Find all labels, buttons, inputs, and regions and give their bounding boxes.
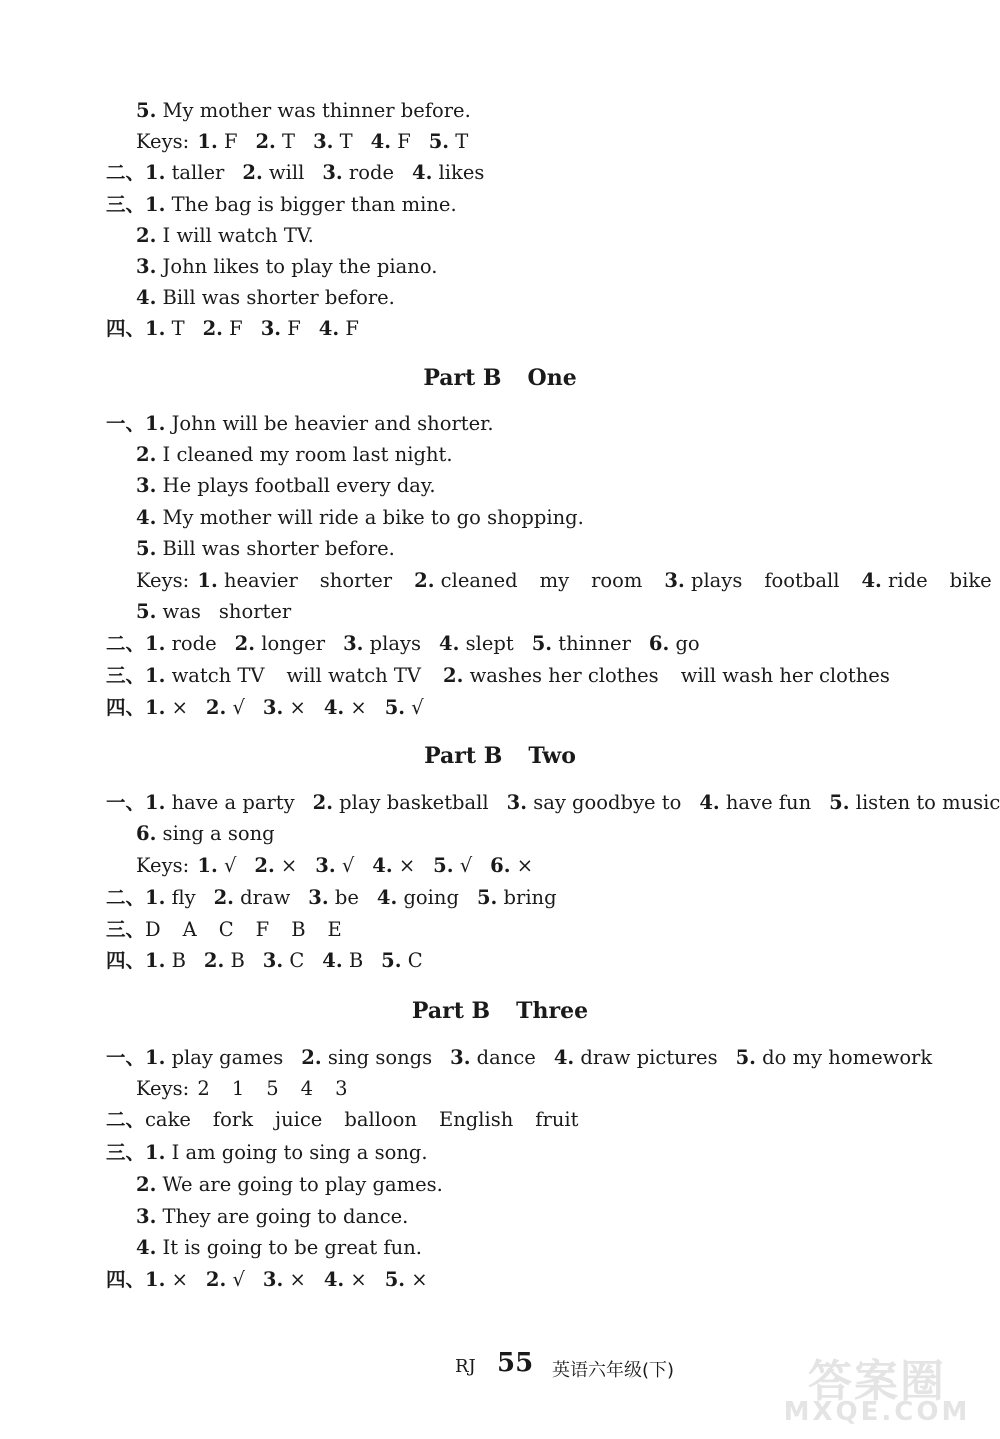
answer-line bbox=[136, 442, 453, 468]
answer-item: 4. have fun bbox=[699, 791, 812, 814]
answer-item: 5. thinner bbox=[531, 632, 631, 655]
answer-item: 4. draw pictures bbox=[553, 1046, 718, 1069]
answer-line bbox=[136, 1235, 422, 1261]
answer-item: 4. My mother will ride a bike to go shopping. bbox=[136, 506, 584, 529]
answer-item: 1 bbox=[231, 1077, 245, 1100]
answer-item: 4. × bbox=[372, 854, 416, 877]
answer-line bbox=[106, 695, 424, 721]
answer-item: 2. × bbox=[254, 854, 298, 877]
answer-item: 4. × bbox=[323, 696, 367, 719]
answer-line bbox=[106, 790, 1000, 816]
section-marker: 三、 bbox=[106, 918, 146, 941]
answer-line bbox=[136, 473, 436, 499]
answer-item: cake bbox=[145, 1108, 191, 1131]
answer-item: Keys: 2 bbox=[136, 1077, 210, 1100]
answer-item: 4. B bbox=[322, 949, 364, 972]
answer-item: 4. F bbox=[318, 317, 359, 340]
answer-item: 2. play basketball bbox=[312, 791, 489, 814]
answer-item: shorter bbox=[218, 600, 292, 623]
answer-item: 2. √ bbox=[205, 1268, 245, 1291]
answer-line bbox=[106, 948, 423, 974]
answer-item: 6. sing a song bbox=[136, 822, 275, 845]
answer-item: Keys: 1. √ bbox=[136, 854, 237, 877]
watermark-url: MXQE.COM bbox=[783, 1397, 971, 1427]
answer-line bbox=[136, 568, 992, 594]
answer-line bbox=[136, 129, 468, 155]
answer-item: 4. It is going to be great fun. bbox=[136, 1236, 422, 1259]
heading-part: Part B bbox=[411, 998, 491, 1024]
answer-item: 1. × bbox=[145, 1268, 188, 1291]
answer-item: 6. × bbox=[490, 854, 534, 877]
answer-item: 1. The bag is bigger than mine. bbox=[145, 193, 457, 216]
answer-item: 1. play games bbox=[145, 1046, 284, 1069]
answer-item: will watch TV bbox=[286, 664, 422, 687]
answer-item: fruit bbox=[535, 1108, 579, 1131]
answer-item: football bbox=[764, 569, 840, 592]
answer-item: 2. I will watch TV. bbox=[136, 224, 314, 247]
answer-item: 5. Bill was shorter before. bbox=[136, 537, 395, 560]
answer-line bbox=[106, 1107, 578, 1133]
answer-item: 3. rode bbox=[322, 161, 394, 184]
answer-item: 2. We are going to play games. bbox=[136, 1173, 443, 1196]
answer-item: 1. rode bbox=[145, 632, 217, 655]
section-marker: 一、 bbox=[106, 791, 146, 814]
answer-item: 5. C bbox=[381, 949, 423, 972]
answer-line bbox=[106, 316, 359, 342]
section-marker: 二、 bbox=[106, 886, 146, 909]
answer-item: A bbox=[182, 918, 197, 941]
answer-item: 1. John will be heavier and shorter. bbox=[145, 412, 494, 435]
answer-item: B bbox=[291, 918, 306, 941]
answer-item: 5. √ bbox=[384, 696, 424, 719]
answer-line bbox=[106, 1267, 428, 1293]
answer-item: 3. They are going to dance. bbox=[136, 1205, 409, 1228]
answer-item: 3. × bbox=[262, 1268, 306, 1291]
answer-item: 4. ride bbox=[861, 569, 928, 592]
section-marker: 四、 bbox=[106, 696, 146, 719]
answer-item: 4. likes bbox=[412, 161, 485, 184]
answer-item: 2. T bbox=[255, 130, 296, 153]
answer-item: bike bbox=[949, 569, 992, 592]
heading-name: Two bbox=[528, 743, 576, 769]
answer-line bbox=[136, 285, 395, 311]
answer-item: balloon bbox=[344, 1108, 417, 1131]
answer-item: 3. plays bbox=[664, 569, 743, 592]
answer-item: C bbox=[218, 918, 234, 941]
answer-item: 3. × bbox=[262, 696, 306, 719]
answer-item: shorter bbox=[319, 569, 393, 592]
answer-item: 4. F bbox=[370, 130, 411, 153]
answer-item: 5. My mother was thinner before. bbox=[136, 99, 471, 122]
answer-line bbox=[136, 599, 291, 625]
heading-name: Three bbox=[516, 998, 589, 1024]
section-marker: 三、 bbox=[106, 1141, 146, 1164]
answer-line bbox=[106, 1045, 932, 1071]
answer-line bbox=[136, 821, 275, 847]
watermark-text: 答案圈 bbox=[808, 1356, 946, 1407]
edition-code: RJ bbox=[455, 1356, 476, 1377]
section-heading bbox=[0, 997, 1000, 1025]
section-marker: 四、 bbox=[106, 1268, 146, 1291]
answer-item: 2. cleaned bbox=[414, 569, 518, 592]
answer-item: D bbox=[145, 918, 161, 941]
answer-line bbox=[136, 1076, 348, 1102]
answer-item: 6. go bbox=[648, 632, 700, 655]
section-marker: 三、 bbox=[106, 193, 146, 216]
answer-item: 2. longer bbox=[234, 632, 326, 655]
answer-line bbox=[106, 1140, 428, 1166]
answer-item: 5. listen to music bbox=[829, 791, 1000, 814]
answer-item: 4. × bbox=[323, 1268, 367, 1291]
answer-item: 1. B bbox=[145, 949, 186, 972]
answer-item: 4. going bbox=[376, 886, 459, 909]
section-marker: 一、 bbox=[106, 412, 146, 435]
answer-item: 3. √ bbox=[315, 854, 355, 877]
answer-line bbox=[136, 98, 471, 124]
answer-line bbox=[136, 1172, 443, 1198]
answer-item: 3. John likes to play the piano. bbox=[136, 255, 438, 278]
answer-item: 1. have a party bbox=[145, 791, 295, 814]
answer-item: Keys: 1. F bbox=[136, 130, 238, 153]
answer-item: 5. T bbox=[428, 130, 469, 153]
answer-item: 5. do my homework bbox=[735, 1046, 933, 1069]
section-heading bbox=[0, 742, 1000, 770]
answer-item: 2. I cleaned my room last night. bbox=[136, 443, 453, 466]
answer-line bbox=[106, 663, 890, 689]
answer-item: 3. say goodbye to bbox=[506, 791, 682, 814]
answer-item: 4 bbox=[300, 1077, 314, 1100]
answer-item: 5. was bbox=[136, 600, 201, 623]
answer-item: 3. T bbox=[313, 130, 353, 153]
answer-item: 3. He plays football every day. bbox=[136, 474, 436, 497]
answer-item: 1. × bbox=[145, 696, 188, 719]
answer-item: 4. Bill was shorter before. bbox=[136, 286, 395, 309]
heading-name: One bbox=[527, 365, 577, 391]
section-marker: 一、 bbox=[106, 1046, 146, 1069]
answer-line bbox=[106, 160, 484, 186]
answer-item: 5 bbox=[266, 1077, 279, 1100]
answer-line bbox=[106, 631, 700, 657]
answer-item: 2. √ bbox=[205, 696, 245, 719]
answer-line bbox=[106, 411, 494, 437]
answer-line bbox=[136, 1204, 408, 1230]
answer-item: 2. B bbox=[203, 949, 245, 972]
answer-item: fork bbox=[212, 1108, 254, 1131]
answer-item: 3. dance bbox=[450, 1046, 536, 1069]
answer-item: 2. washes her clothes bbox=[443, 664, 659, 687]
answer-line bbox=[106, 885, 557, 911]
answer-item: 5. √ bbox=[433, 854, 473, 877]
section-heading bbox=[0, 364, 1000, 392]
answer-item: 2. will bbox=[242, 161, 305, 184]
section-marker: 三、 bbox=[106, 664, 146, 687]
watermark-logo bbox=[772, 1343, 982, 1431]
answer-line bbox=[106, 192, 457, 218]
answer-line bbox=[136, 223, 314, 249]
section-marker: 四、 bbox=[106, 949, 146, 972]
answer-item: English bbox=[438, 1108, 514, 1131]
heading-part: Part B bbox=[424, 743, 503, 769]
answer-item: 3. C bbox=[262, 949, 305, 972]
answer-item: 4. slept bbox=[439, 632, 514, 655]
answer-line bbox=[136, 853, 533, 879]
section-marker: 四、 bbox=[106, 317, 146, 340]
book-title: 英语六年级(下) bbox=[552, 1360, 675, 1381]
answer-item: 2. draw bbox=[213, 886, 291, 909]
answer-item: 3. be bbox=[308, 886, 359, 909]
answer-item: 3. F bbox=[260, 317, 301, 340]
answer-item: my bbox=[539, 569, 570, 592]
answer-item: 1. watch TV bbox=[145, 664, 265, 687]
answer-item: Keys: 1. heavier bbox=[136, 569, 298, 592]
answer-item: E bbox=[327, 918, 342, 941]
answer-item: 1. T bbox=[145, 317, 185, 340]
section-marker: 二、 bbox=[106, 161, 146, 184]
answer-line bbox=[136, 505, 584, 531]
answer-item: 3. plays bbox=[343, 632, 422, 655]
answer-item: 5. × bbox=[384, 1268, 428, 1291]
answer-item: 1. fly bbox=[145, 886, 196, 909]
answer-item: F bbox=[255, 918, 270, 941]
answer-item: 1. taller bbox=[145, 161, 225, 184]
section-marker: 二、 bbox=[106, 1108, 146, 1131]
page-number: 55 bbox=[497, 1348, 534, 1378]
answer-item: will wash her clothes bbox=[680, 664, 890, 687]
heading-part: Part B bbox=[423, 365, 502, 391]
answer-item: room bbox=[591, 569, 643, 592]
answer-item: 2. F bbox=[202, 317, 243, 340]
answer-line bbox=[136, 254, 437, 280]
answer-item: juice bbox=[275, 1108, 323, 1131]
answer-item: 5. bring bbox=[476, 886, 557, 909]
answer-line bbox=[136, 536, 395, 562]
section-marker: 二、 bbox=[106, 632, 146, 655]
answer-item: 2. sing songs bbox=[301, 1046, 433, 1069]
answer-item: 3 bbox=[335, 1077, 348, 1100]
answer-item: 1. I am going to sing a song. bbox=[145, 1141, 428, 1164]
answer-line bbox=[106, 917, 342, 943]
